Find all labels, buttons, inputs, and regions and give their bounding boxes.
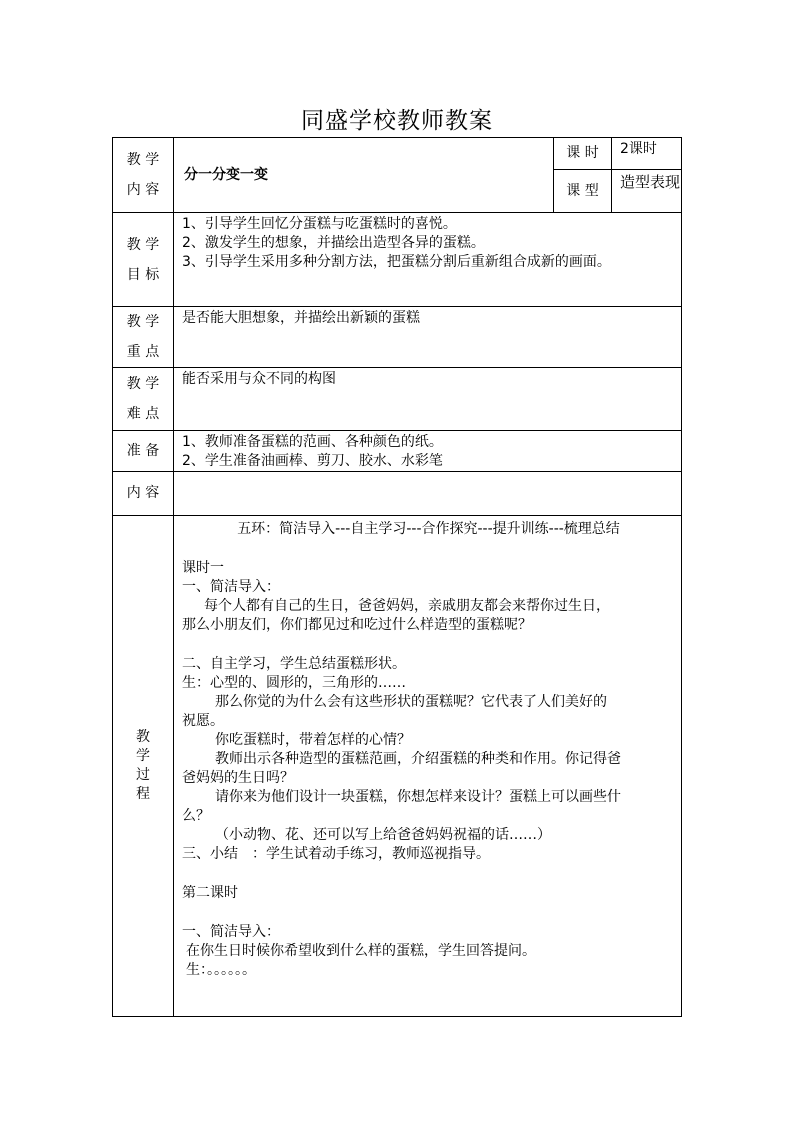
content-row-content bbox=[174, 472, 682, 516]
process-overview: 五环：简洁导入---自主学习---合作探究---提升训练---梳理总结 bbox=[237, 521, 620, 537]
process-line: 生：心型的、圆形的，三角形的…… bbox=[182, 675, 406, 691]
process-line: 三、小结 ：学生试着动手练习，教师巡视指导。 bbox=[182, 846, 490, 862]
key-points-row bbox=[113, 307, 682, 368]
difficulties-label-line-1: 教 学 bbox=[126, 376, 160, 392]
process-line: 每个人都有自己的生日，爸爸妈妈，亲戚朋友都会来帮你过生日， bbox=[204, 598, 610, 614]
content-label-line-2: 内 容 bbox=[126, 182, 160, 198]
blank-line bbox=[182, 903, 675, 923]
process-label-char: 过 bbox=[136, 767, 150, 783]
preparation-label-text: 准 备 bbox=[126, 442, 160, 459]
header-row-1 bbox=[113, 138, 682, 170]
process-line: 在你生日时候你希望收到什么样的蛋糕，学生回答提问。 bbox=[186, 943, 536, 959]
process-line: 课时一 bbox=[182, 560, 224, 576]
key-points-content: 是否能大胆想象，并描绘出新颖的蛋糕 bbox=[174, 307, 682, 368]
difficulties-row bbox=[113, 368, 682, 431]
process-line: 一、简洁导入： bbox=[182, 579, 280, 595]
key-points-label-line-2: 重 点 bbox=[126, 344, 160, 360]
objectives-label-line-1: 教 学 bbox=[126, 236, 160, 253]
difficulties-content: 能否采用与众不同的构图 bbox=[174, 368, 682, 431]
period-value: 2课时 bbox=[612, 138, 682, 170]
process-label-char: 学 bbox=[136, 748, 150, 764]
process-content bbox=[174, 516, 682, 1017]
content-label-cell bbox=[113, 138, 174, 213]
process-line: 你吃蛋糕时，带着怎样的心情？ bbox=[215, 732, 411, 748]
process-row bbox=[113, 516, 682, 1017]
blank-line bbox=[182, 539, 675, 559]
objective-item: 2、激发学生的想象，并描绘出造型各异的蛋糕。 bbox=[182, 235, 485, 251]
process-line: （小动物、花、还可以写上给爸爸妈妈祝福的话……） bbox=[215, 827, 551, 843]
difficulties-label-line-2: 难 点 bbox=[126, 406, 160, 422]
key-points-label-cell bbox=[113, 307, 174, 368]
process-line: 祝愿。 bbox=[182, 713, 224, 729]
process-line: 一、简洁导入： bbox=[182, 924, 280, 940]
blank-line bbox=[182, 864, 675, 884]
objectives-content bbox=[174, 213, 682, 307]
process-line: 那么你觉的为什么会有这些形状的蛋糕呢？它代表了人们美好的 bbox=[215, 694, 607, 710]
process-line: 二、自主学习，学生总结蛋糕形状。 bbox=[182, 656, 406, 672]
process-line: 生：。。。。。。 bbox=[186, 962, 256, 978]
preparation-item: 2、学生准备油画棒、剪刀、胶水、水彩笔 bbox=[182, 453, 443, 469]
objectives-label-line-2: 目 标 bbox=[126, 266, 160, 283]
type-label: 课 型 bbox=[554, 170, 612, 213]
lesson-plan-table bbox=[112, 137, 682, 1017]
objective-item: 3、引导学生采用多种分割方法，把蛋糕分割后重新组合成新的画面。 bbox=[182, 254, 611, 270]
lesson-topic: 分一分变一变 bbox=[174, 138, 554, 213]
objectives-label-cell bbox=[113, 213, 174, 307]
preparation-label bbox=[113, 431, 174, 472]
preparation-content bbox=[174, 431, 682, 472]
content-row-label bbox=[113, 472, 174, 516]
period-label: 课 时 bbox=[554, 138, 612, 170]
process-line: 教师出示各种造型的蛋糕范画，介绍蛋糕的种类和作用。你记得爸 bbox=[215, 751, 621, 767]
objective-item: 1、引导学生回忆分蛋糕与吃蛋糕时的喜悦。 bbox=[182, 216, 457, 232]
process-label-char: 教 bbox=[136, 729, 150, 745]
preparation-row bbox=[113, 431, 682, 472]
blank-line bbox=[182, 635, 675, 655]
objectives-row bbox=[113, 213, 682, 307]
content-row-label-text: 内 容 bbox=[126, 485, 160, 501]
process-line: 么？ bbox=[182, 808, 210, 824]
process-line: 第二课时 bbox=[182, 885, 238, 901]
preparation-item: 1、教师准备蛋糕的范画、各种颜色的纸。 bbox=[182, 434, 443, 450]
content-row bbox=[113, 472, 682, 516]
process-line: 爸妈妈的生日吗？ bbox=[182, 770, 294, 786]
document-title: 同盛学校教师教案 bbox=[301, 108, 493, 134]
process-line: 那么小朋友们，你们都见过和吃过什么样造型的蛋糕呢？ bbox=[182, 617, 532, 633]
process-label-char: 程 bbox=[136, 786, 150, 802]
key-points-label-line-1: 教 学 bbox=[126, 314, 160, 330]
process-label-cell bbox=[113, 516, 174, 1017]
content-label-line-1: 教 学 bbox=[126, 152, 160, 168]
type-value: 造型表现 bbox=[612, 170, 682, 213]
process-line: 请你来为他们设计一块蛋糕，你想怎样来设计？蛋糕上可以画些什 bbox=[215, 789, 621, 805]
difficulties-label-cell bbox=[113, 368, 174, 431]
